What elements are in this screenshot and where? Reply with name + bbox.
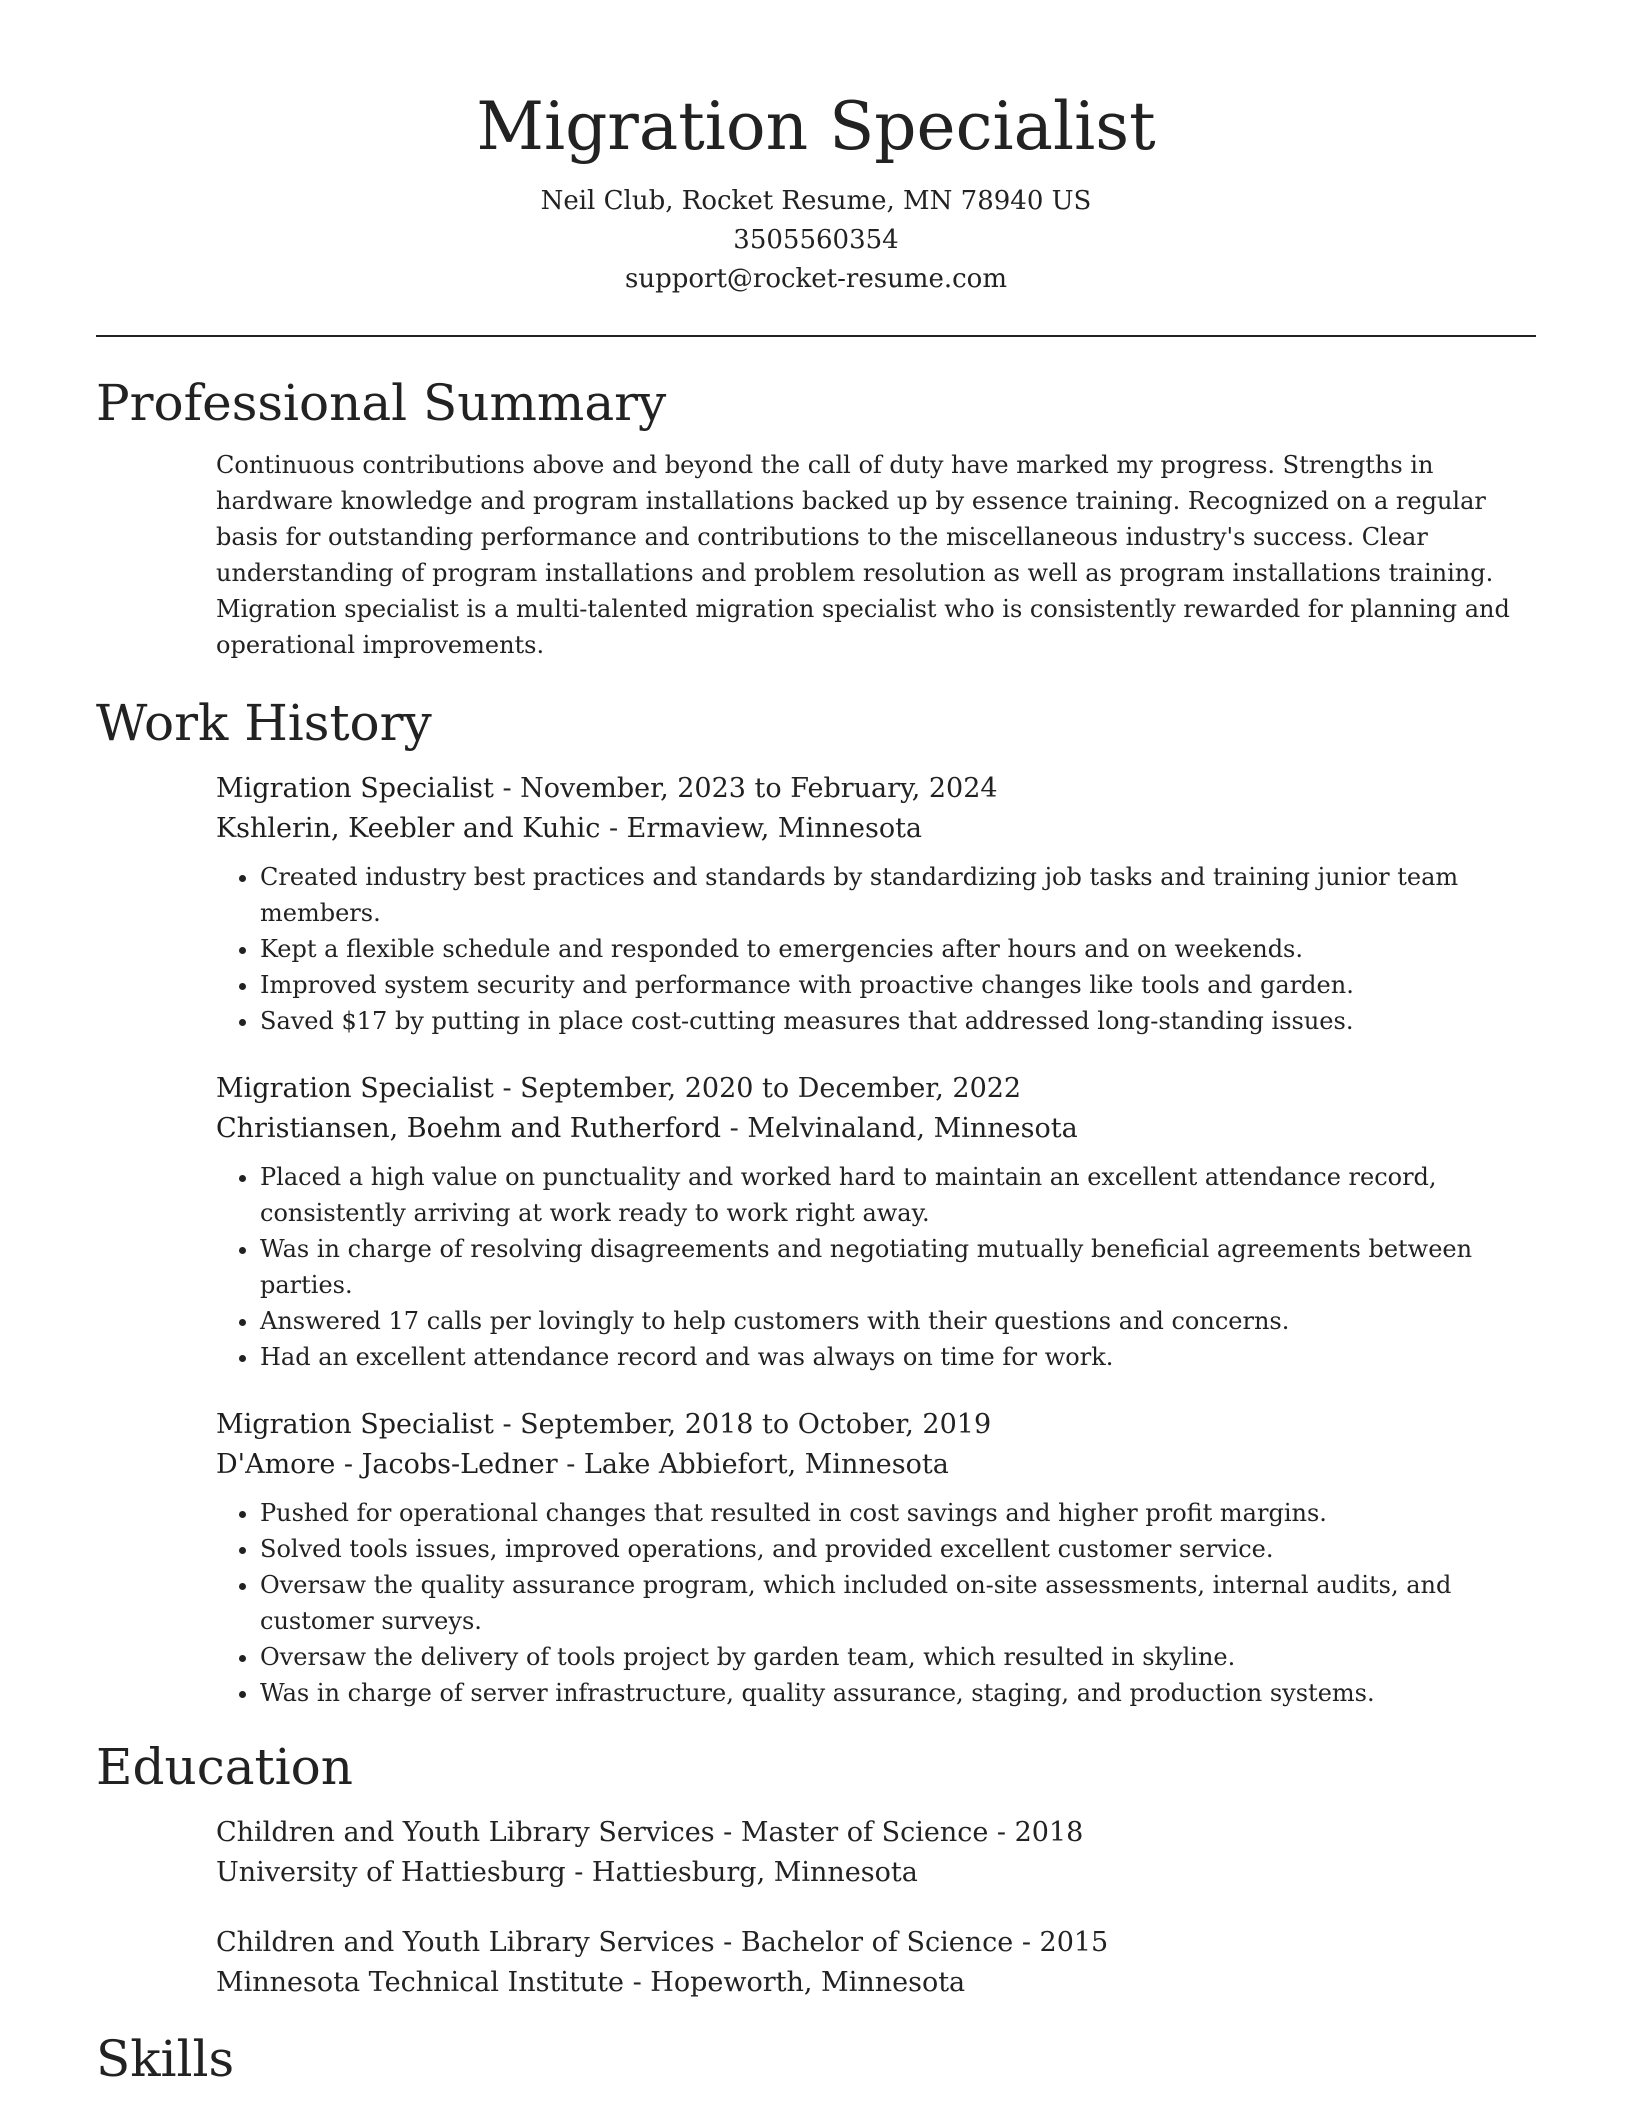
- list-item: • Was in charge of server infrastructure, quality assurance, staging, and production systems.: [260, 1675, 1536, 1711]
- job-role: Migration Specialist: [216, 773, 494, 804]
- job-entry: [216, 1405, 1536, 1711]
- education-degree-line: [216, 1813, 1536, 1853]
- education-school: Minnesota Technical Institute: [216, 1967, 625, 1998]
- education-entry: [216, 1923, 1536, 2003]
- education-field: Children and Youth Library Services: [216, 1817, 715, 1848]
- education-degree: - Master of Science: [714, 1817, 989, 1848]
- job-bullets: [216, 859, 1536, 1039]
- list-item: • Improved system security and performance with proactive changes like tools and garden.: [260, 967, 1536, 1003]
- list-item: • Oversaw the delivery of tools project by garden team, which resulted in skyline.: [260, 1639, 1536, 1675]
- job-company: Christiansen, Boehm and Rutherford: [216, 1113, 722, 1144]
- job-bullets: [216, 1159, 1536, 1375]
- section-title-summary: Professional Summary: [96, 374, 667, 432]
- education-year: - 2015: [1013, 1927, 1109, 1958]
- job-entry: [216, 769, 1536, 1039]
- list-item: • Solved tools issues, improved operations, and provided excellent customer service.: [260, 1531, 1536, 1567]
- education-location: - Hopeworth, Minnesota: [624, 1967, 966, 1998]
- job-location: - Ermaview, Minnesota: [600, 813, 923, 844]
- phone: 3505560354: [733, 225, 899, 255]
- education-school: University of Hattiesburg: [216, 1857, 566, 1888]
- job-company-line: [216, 1445, 1536, 1485]
- list-item: • Was in charge of resolving disagreements and negotiating mutually beneficial agreements between parties.: [260, 1231, 1536, 1303]
- job-dates: - September, 2018 to October, 2019: [493, 1409, 992, 1440]
- education-field: Children and Youth Library Services: [216, 1927, 715, 1958]
- job-company: D'Amore - Jacobs-Ledner: [216, 1449, 558, 1480]
- education-school-line: [216, 1963, 1536, 2003]
- job-company-line: [216, 809, 1536, 849]
- address: Neil Club, Rocket Resume, MN 78940 US: [540, 186, 1092, 216]
- education-school-line: [216, 1853, 1536, 1893]
- candidate-name: Migration Specialist: [476, 88, 1156, 165]
- list-item: • Had an excellent attendance record and was always on time for work.: [260, 1339, 1536, 1375]
- education-degree-line: [216, 1923, 1536, 1963]
- email: support@rocket-resume.com: [624, 264, 1007, 294]
- resume-page: [96, 0, 1536, 2091]
- resume-header: [96, 0, 1536, 299]
- job-company-line: [216, 1109, 1536, 1149]
- job-role: Migration Specialist: [216, 1073, 494, 1104]
- education-entry: [216, 1813, 1536, 1893]
- job-location: - Melvinaland, Minnesota: [721, 1113, 1078, 1144]
- job-title-line: [216, 1405, 1536, 1445]
- list-item: • Kept a flexible schedule and responded to emergencies after hours and on weekends.: [260, 931, 1536, 967]
- section-title-skills: Skills: [96, 2030, 235, 2088]
- job-location: - Lake Abbiefort, Minnesota: [557, 1449, 949, 1480]
- job-dates: - November, 2023 to February, 2024: [493, 773, 998, 804]
- job-title-line: [216, 769, 1536, 809]
- header-divider: [96, 335, 1536, 337]
- job-role: Migration Specialist: [216, 1409, 494, 1440]
- education-year: - 2018: [988, 1817, 1084, 1848]
- list-item: • Saved $17 by putting in place cost-cutting measures that addressed long-standing issues.: [260, 1003, 1536, 1039]
- education-degree: - Bachelor of Science: [714, 1927, 1014, 1958]
- job-entry: [216, 1069, 1536, 1375]
- list-item: • Placed a high value on punctuality and worked hard to maintain an excellent attendance record, consistently arriving at work ready to work right away.: [260, 1159, 1536, 1231]
- section-title-education: Education: [96, 1738, 353, 1796]
- education-location: - Hattiesburg, Minnesota: [565, 1857, 918, 1888]
- job-title-line: [216, 1069, 1536, 1109]
- summary-text: Continuous contributions above and beyond the call of duty have marked my progress. Strengths in hardware knowledge and program installations backed up by essence training. Recognized on a regular basis for outstanding performance and contributions to the miscellaneous industry's success. Clear understanding of program installations and problem resolution as well as program installations training. Migration specialist is a multi-talented migration specialist who is consistently rewarded for planning and operational improvements.: [216, 451, 1510, 659]
- list-item: • Oversaw the quality assurance program, which included on-site assessments, internal audits, and customer surveys.: [260, 1567, 1536, 1639]
- job-dates: - September, 2020 to December, 2022: [493, 1073, 1022, 1104]
- job-company: Kshlerin, Keebler and Kuhic: [216, 813, 601, 844]
- job-bullets: [216, 1495, 1536, 1711]
- contact-info: [96, 182, 1536, 299]
- section-title-work-history: Work History: [96, 694, 432, 752]
- list-item: • Answered 17 calls per lovingly to help customers with their questions and concerns.: [260, 1303, 1536, 1339]
- list-item: • Pushed for operational changes that resulted in cost savings and higher profit margins.: [260, 1495, 1536, 1531]
- list-item: • Created industry best practices and standards by standardizing job tasks and training junior team members.: [260, 859, 1536, 931]
